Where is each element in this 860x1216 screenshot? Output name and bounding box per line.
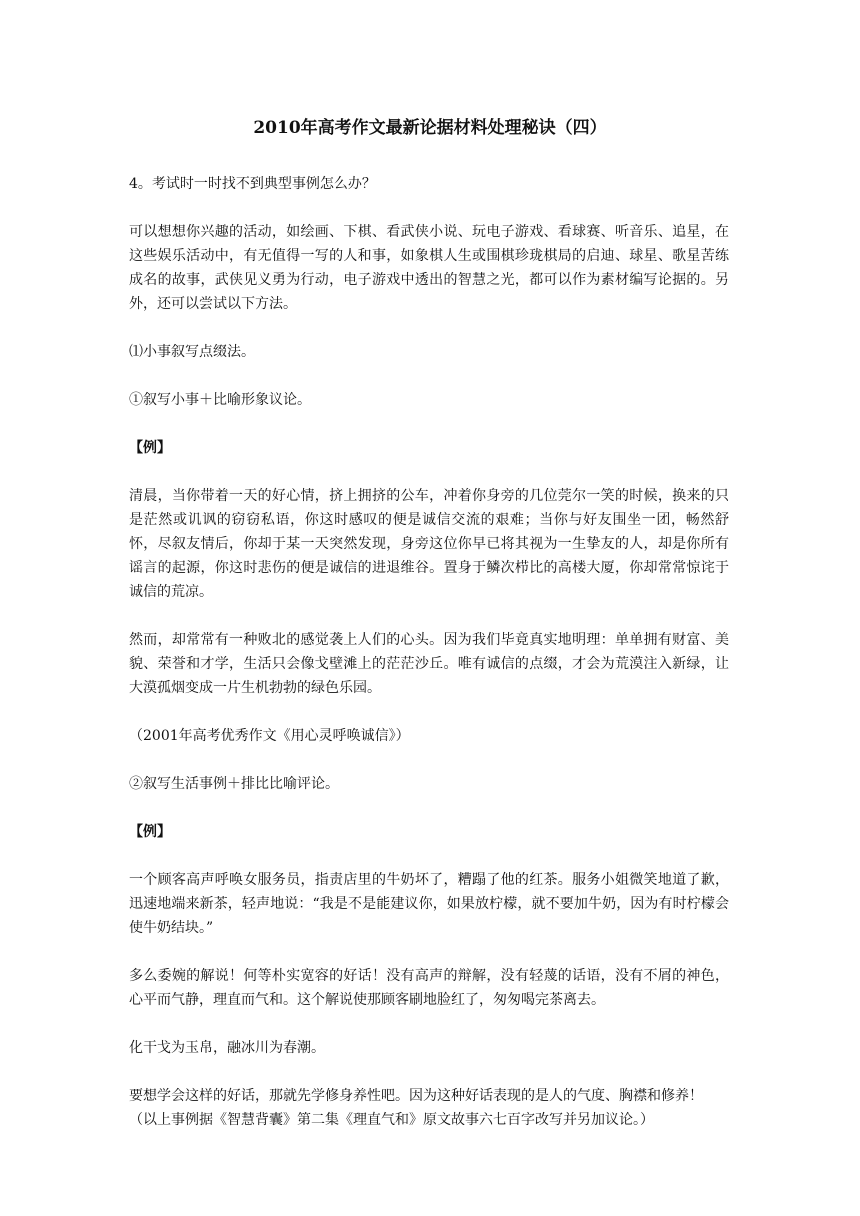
technique-two-heading: ②叙写生活事例＋排比比喻评论。 bbox=[129, 776, 339, 792]
example-one-paragraph-two: 然而，却常常有一种败北的感觉袭上人们的心头。因为我们毕竟真实地明理：单单拥有财富、美貌、荣誉和才学，生活只会像戈壁滩上的茫茫沙丘。唯有诚信的点缀，才会为荒漠注入新绿，让大漠孤烟变成一片生机勃勃的绿色乐园。 bbox=[129, 632, 729, 696]
example-two-paragraph-two: 多么委婉的解说！何等朴实宽容的好话！没有高声的辩解，没有轻蔑的话语，没有不屑的神色，心平而气静，理直而气和。这个解说使那顾客刷地脸红了，匆匆喝完茶离去。 bbox=[129, 968, 729, 1008]
method-heading: ⑴小事叙写点缀法。 bbox=[129, 344, 255, 360]
example-one-paragraph-one: 清晨，当你带着一天的好心情，挤上拥挤的公车，冲着你身旁的几位莞尔一笑的时候，换来的只是茫然或讥讽的窃窃私语，你这时感叹的便是诚信交流的艰难；当你与好友围坐一团，畅然舒怀，尽叙友情后，你却于某一天突然发现，身旁这位你早已将其视为一生挚友的人，却是你所有谣言的起源，你这时悲伤的便是诚信的进退维谷。置身于鳞次栉比的高楼大厦，你却常常惊诧于诚信的荒凉。 bbox=[129, 488, 729, 600]
example-two-paragraph-four: 要想学会这样的好话，那就先学修身养性吧。因为这种好话表现的是人的气度、胸襟和修养！ bbox=[129, 1088, 703, 1104]
question-paragraph: 4。考试时一时找不到典型事例怎么办？ bbox=[129, 176, 376, 192]
example-one-source: （2001年高考优秀作文《用心灵呼唤诚信》） bbox=[129, 728, 410, 744]
example-two-paragraph-three: 化干戈为玉帛，融冰川为春潮。 bbox=[129, 1040, 325, 1056]
document-title: 2010年高考作文最新论据材料处理秘诀（四） bbox=[253, 118, 607, 138]
example-label: 【例】 bbox=[129, 440, 171, 456]
example-label: 【例】 bbox=[129, 824, 171, 840]
example-two-source: （以上事例据《智慧背囊》第二集《理直气和》原文故事六七百字改写并另加议论。） bbox=[129, 1112, 654, 1128]
intro-paragraph: 可以想想你兴趣的活动，如绘画、下棋、看武侠小说、玩电子游戏、看球赛、听音乐、追星，在这些娱乐活动中，有无值得一写的人和事，如象棋人生或围棋珍珑棋局的启迪、球星、歌星苦练成名的故事，武侠见义勇为行动，电子游戏中透出的智慧之光，都可以作为素材编写论据的。另外，还可以尝试以下方法。 bbox=[129, 224, 729, 312]
technique-one-heading: ①叙写小事＋比喻形象议论。 bbox=[129, 392, 311, 408]
example-two-paragraph-one: 一个顾客高声呼唤女服务员，指责店里的牛奶坏了，糟蹋了他的红茶。服务小姐微笑地道了歉，迅速地端来新茶，轻声地说：“我是不是能建议你，如果放柠檬，就不要加牛奶，因为有时柠檬会使牛奶结块。” bbox=[129, 872, 729, 936]
document-body bbox=[129, 172, 729, 1156]
